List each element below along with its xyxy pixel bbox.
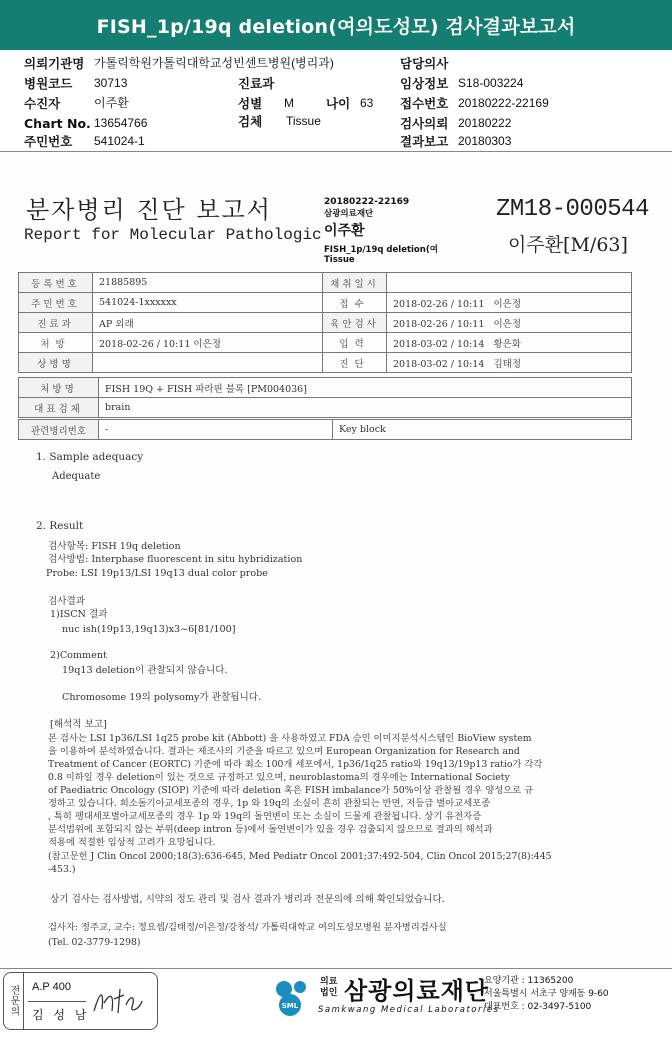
result-line: 검사항목: FISH 19q deletion [48, 541, 181, 552]
diag-cell [387, 353, 632, 373]
receipt-value: 20180222-22169 [458, 96, 549, 110]
age-value: 63 [360, 96, 374, 110]
result-sub-heading: 검사결과 [48, 596, 86, 607]
sticker-specimen: Tissue [324, 255, 355, 265]
patient-info-section [0, 52, 672, 150]
specialist-stamp [3, 972, 158, 1030]
table-row [19, 293, 632, 313]
input-cell [387, 333, 632, 353]
logo-text: SML [281, 1002, 299, 1010]
dept2-label: 진료과 [19, 313, 93, 333]
interpret-line: of Paediatric Oncology (SIOP) 기준에 따라 deletion 혹은 FISH imbalance가 50%이상 관찰될 경우 양성으로 규 [48, 785, 534, 796]
report-title-english: Report for Molecular Pathologic [24, 226, 322, 244]
hospital-label: 의뢰기관명 [24, 56, 85, 71]
table-row [19, 420, 632, 440]
case-patient: 이주환[M/63] [508, 234, 628, 256]
block-value: Key block [333, 420, 632, 440]
rx-value: 2018-02-26 / 10:11 이은정 [93, 333, 323, 353]
rep-specimen-value: brain [99, 398, 632, 418]
sample-heading: 1. Sample adequacy [36, 451, 144, 463]
sticker-org: 삼광의료재단 [324, 209, 374, 219]
clinic-info-label: 임상정보 [400, 76, 449, 91]
input-person: 황은화 [493, 338, 521, 350]
disclaimer: 상기 검사는 검사방법, 시약의 정도 관리 및 검사 결과가 병리과 전문의에 의해 확인되었습니다. [50, 894, 445, 905]
sml-logo-icon [270, 975, 314, 1019]
accept-cell [387, 293, 632, 313]
related-table [18, 419, 632, 440]
interpret-line: (참고문헌 J Clin Oncol 2000;18(3):636-645, Med Pediatr Oncol 2001;37:492-504, Clin Oncol 2015;27(8):445 [48, 851, 552, 862]
footer [0, 968, 672, 1037]
code-value: 30713 [94, 76, 128, 90]
rrn-value: 541024-1 [94, 134, 145, 148]
org-address: 서울특별시 서초구 양재동 9-60 [484, 989, 609, 999]
order-label: 처방명 [19, 378, 99, 398]
gross-cell [387, 313, 632, 333]
comment-2: Chromosome 19의 polysomy가 관찰됩니다. [62, 692, 262, 703]
result-line: 검사방법: Interphase fluorescent in situ hybridization [48, 554, 303, 565]
gross-person: 이은정 [493, 318, 521, 330]
org-phone: 대표번호 : 02-3497-5100 [484, 1002, 592, 1012]
stamp-side-label: 전문의 [4, 973, 24, 1029]
request-value: 20180222 [458, 116, 512, 130]
sticker-name: 이주환 [324, 223, 365, 239]
interpret-heading: [해석적 보고] [50, 719, 107, 730]
table-row [19, 333, 632, 353]
diag-value: 2018-03-02 / 10:14 [393, 358, 485, 370]
stamp-license: A.P 400 [32, 981, 71, 993]
clinic-info-value: S18-003224 [458, 76, 524, 90]
stamp-divider [28, 1001, 86, 1002]
org-code: 요양기관 : 11365200 [484, 976, 574, 986]
sex-value: M [284, 96, 294, 110]
org-legal-1: 의료 [320, 977, 338, 987]
org-contact [484, 975, 609, 1014]
org-legal [320, 977, 337, 999]
chart-value: 13654766 [94, 116, 148, 130]
request-label: 검사의뢰 [400, 116, 449, 131]
input-value: 2018-03-02 / 10:14 [393, 338, 485, 350]
ward-value [93, 353, 323, 373]
patient-value: 이주환 [94, 96, 129, 110]
patient-label: 수진자 [24, 96, 61, 111]
rep-specimen-label: 대표검체 [19, 398, 99, 418]
result-date-value: 20180303 [458, 134, 512, 148]
interpret-line: -453.) [48, 864, 76, 875]
collect-value [387, 273, 632, 293]
ward-label: 상병명 [19, 353, 93, 373]
interpret-line: 분석범위에 포함되지 않는 부위(deep intron 등)에서 돌연변이가 있을 경우 검출되지 않으므로 결과의 해석과 [48, 824, 493, 835]
comment-1: 19q13 deletion이 관찰되지 않습니다. [62, 665, 228, 676]
examiner: 검사자: 정주교, 교수: 정요셉/김태정/이은정/강창석/ 가톨릭대학교 여의도성모병원 분자병리검사실 [48, 922, 447, 933]
input-label: 입력 [323, 333, 387, 353]
sex-label: 성별 [238, 96, 263, 111]
iscn-value: nuc ish(19p13,19q13)x3~6[81/100] [62, 624, 236, 635]
sticker-test: FISH_1p/19q deletion(여 [324, 245, 438, 255]
gross-label: 육안검사 [323, 313, 387, 333]
org-legal-2: 법인 [320, 988, 338, 998]
table-row [19, 273, 632, 293]
accept-label: 접수 [323, 293, 387, 313]
dept-label: 진료과 [238, 76, 275, 91]
code-label: 병원코드 [24, 76, 73, 91]
result-line: Probe: LSI 19p13/LSI 19q13 dual color probe [46, 568, 268, 579]
sticker-receipt: 20180222-22169 [324, 197, 410, 207]
related-value: - [99, 420, 333, 440]
interpret-line: 을 이용하여 분석하였습니다. 결과는 제조사의 기준을 따르고 있으며 European Organization for Research and [48, 746, 520, 757]
stamp-name: 김 성 남 [32, 1008, 90, 1022]
receipt-label: 접수번호 [400, 96, 449, 111]
report-title-bar [0, 0, 672, 50]
rrn2-value: 541024-1xxxxxx [93, 293, 323, 313]
interpret-line: 적용에 적절한 임상적 고려가 요망됩니다. [48, 837, 216, 848]
reg-no-label: 등록번호 [19, 273, 93, 293]
order-table [18, 377, 632, 418]
table-row [19, 313, 632, 333]
table-row [19, 353, 632, 373]
org-name: 삼광의료재단 [344, 977, 490, 1005]
rrn2-label: 주민번호 [19, 293, 93, 313]
reg-no-value: 21885895 [93, 273, 323, 293]
accept-person: 이은정 [493, 298, 521, 310]
sample-value: Adequate [52, 471, 101, 482]
result-date-label: 결과보고 [400, 134, 449, 149]
specimen-label: 검체 [238, 114, 263, 129]
result-heading: 2. Result [36, 520, 84, 532]
collect-label: 채취일시 [323, 273, 387, 293]
rx-label: 처방 [19, 333, 93, 353]
report-title-korean: 분자병리 진단 보고서 [26, 196, 272, 224]
specimen-value: Tissue [286, 114, 321, 128]
hospital-value: 가톨릭학원가톨릭대학교성빈센트병원(병리과) [94, 56, 334, 70]
interpret-line: Treatment of Cancer (EORTC) 기준에 따라 최소 100개 세포에서, 1p36/1q25 ratio와 19q13/19p13 ratio가 각각 [48, 759, 543, 770]
order-value: FISH 19Q + FISH 파라핀 블록 [PM004036] [99, 378, 632, 398]
interpret-line: 정하고 있습니다. 희소돌기아교세포종의 경우, 1p 와 19q의 소실이 흔히 관찰되는 반면, 저등급 별아교세포종 [48, 798, 491, 809]
case-number: ZM18-000544 [496, 196, 649, 223]
registration-table [18, 272, 632, 373]
gross-value: 2018-02-26 / 10:11 [393, 318, 485, 330]
age-label: 나이 [326, 96, 351, 111]
table-row [19, 398, 632, 418]
interpret-line: , 특히 팽대세포별아교세포종의 경우 1p 와 19q의 돌연변이 또는 소실이 드물게 관찰됩니다. 상기 유전자증 [48, 811, 482, 822]
doctor-label: 담당의사 [400, 56, 449, 71]
interpret-line: 0.8 이하일 경우 deletion이 있는 것으로 규정하고 있으며, neuroblastoma의 경우에는 International Society [48, 772, 510, 783]
related-label: 관련병리번호 [19, 420, 99, 440]
signature-icon [90, 985, 144, 1017]
dept2-value: AP 외래 [93, 313, 323, 333]
interpret-line: 본 검사는 LSI 1p36/LSI 1q25 probe kit (Abbott) 을 사용하였고 FDA 승인 이미지분석시스템인 BioView system [48, 733, 532, 744]
report-title: FISH_1p/19q deletion(여의도성모) 검사결과보고서 [96, 15, 576, 38]
specimen-sticker [324, 197, 458, 265]
table-row [19, 378, 632, 398]
tel: (Tel. 02-3779-1298) [48, 937, 141, 948]
iscn-label: 1)ISCN 결과 [50, 609, 108, 620]
diag-label: 진단 [323, 353, 387, 373]
chart-label: Chart No. [24, 116, 91, 131]
rrn-label: 주민번호 [24, 134, 73, 149]
comment-label: 2)Comment [50, 650, 107, 661]
accept-value: 2018-02-26 / 10:11 [393, 298, 485, 310]
org-english-name: Samkwang Medical Laboratories [318, 1005, 500, 1015]
diag-person: 김태정 [493, 358, 521, 370]
